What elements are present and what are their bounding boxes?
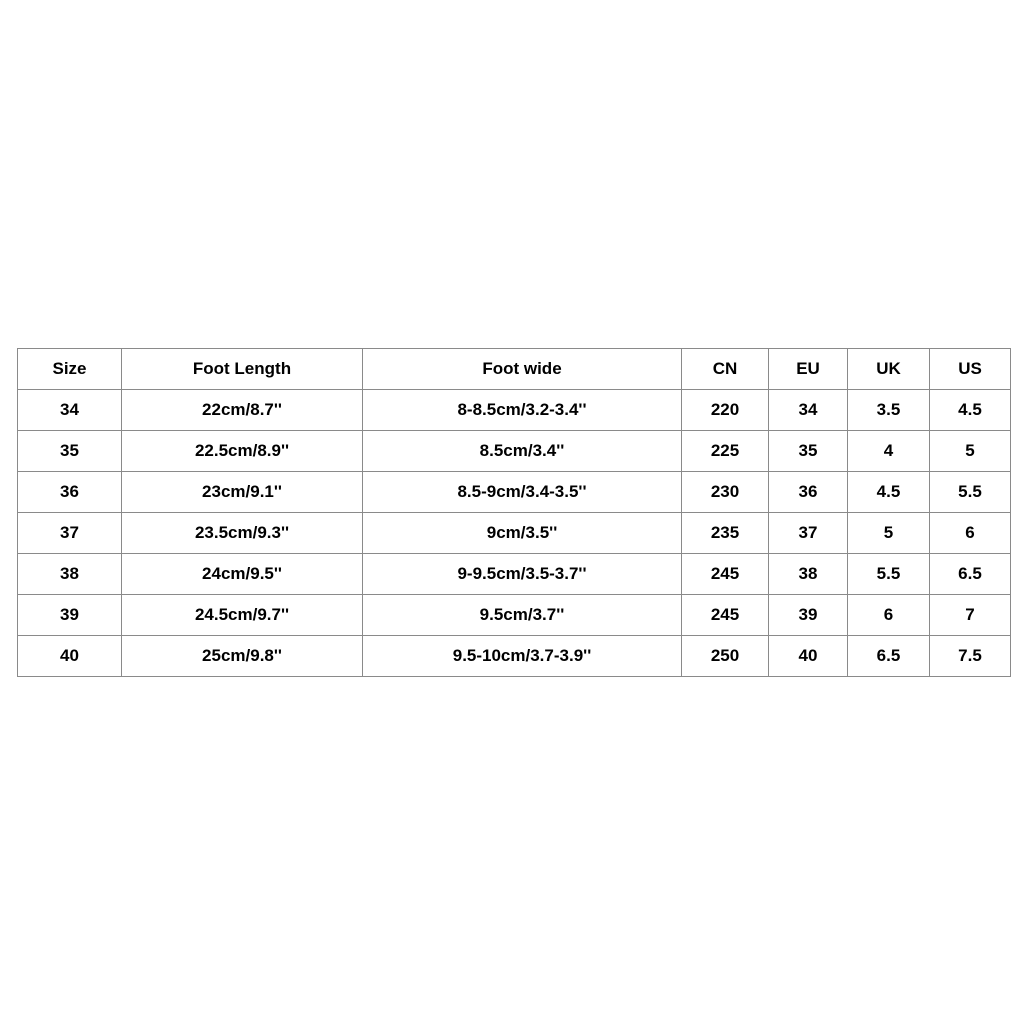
- header-eu: EU: [769, 349, 848, 390]
- cell-us: 6: [930, 513, 1011, 554]
- header-foot-length: Foot Length: [122, 349, 363, 390]
- cell-cn: 245: [682, 554, 769, 595]
- cell-uk: 5.5: [848, 554, 930, 595]
- cell-foot-length: 25cm/9.8'': [122, 636, 363, 677]
- cell-us: 5.5: [930, 472, 1011, 513]
- cell-foot-length: 24cm/9.5'': [122, 554, 363, 595]
- cell-uk: 6: [848, 595, 930, 636]
- cell-foot-wide: 9cm/3.5'': [363, 513, 682, 554]
- header-foot-wide: Foot wide: [363, 349, 682, 390]
- cell-cn: 235: [682, 513, 769, 554]
- cell-size: 39: [18, 595, 122, 636]
- size-chart-body: [18, 390, 1011, 677]
- cell-foot-wide: 9-9.5cm/3.5-3.7'': [363, 554, 682, 595]
- cell-size: 36: [18, 472, 122, 513]
- cell-us: 7.5: [930, 636, 1011, 677]
- cell-foot-wide: 8.5-9cm/3.4-3.5'': [363, 472, 682, 513]
- header-size: Size: [18, 349, 122, 390]
- table-row: [18, 431, 1011, 472]
- table-row: [18, 636, 1011, 677]
- cell-uk: 5: [848, 513, 930, 554]
- cell-foot-length: 23cm/9.1'': [122, 472, 363, 513]
- header-cn: CN: [682, 349, 769, 390]
- cell-eu: 37: [769, 513, 848, 554]
- cell-size: 37: [18, 513, 122, 554]
- cell-foot-length: 22.5cm/8.9'': [122, 431, 363, 472]
- table-row: [18, 390, 1011, 431]
- cell-size: 35: [18, 431, 122, 472]
- cell-foot-wide: 8.5cm/3.4'': [363, 431, 682, 472]
- cell-foot-length: 22cm/8.7'': [122, 390, 363, 431]
- cell-eu: 35: [769, 431, 848, 472]
- header-row: [18, 349, 1011, 390]
- size-chart-header: [18, 349, 1011, 390]
- cell-cn: 250: [682, 636, 769, 677]
- cell-eu: 39: [769, 595, 848, 636]
- cell-cn: 245: [682, 595, 769, 636]
- cell-us: 7: [930, 595, 1011, 636]
- size-chart-table: [17, 348, 1011, 677]
- cell-size: 34: [18, 390, 122, 431]
- cell-cn: 225: [682, 431, 769, 472]
- cell-foot-length: 23.5cm/9.3'': [122, 513, 363, 554]
- cell-foot-wide: 9.5cm/3.7'': [363, 595, 682, 636]
- cell-uk: 3.5: [848, 390, 930, 431]
- header-uk: UK: [848, 349, 930, 390]
- cell-eu: 36: [769, 472, 848, 513]
- cell-us: 5: [930, 431, 1011, 472]
- table-row: [18, 513, 1011, 554]
- cell-foot-wide: 8-8.5cm/3.2-3.4'': [363, 390, 682, 431]
- cell-foot-length: 24.5cm/9.7'': [122, 595, 363, 636]
- cell-uk: 6.5: [848, 636, 930, 677]
- cell-us: 4.5: [930, 390, 1011, 431]
- cell-eu: 40: [769, 636, 848, 677]
- cell-uk: 4.5: [848, 472, 930, 513]
- table-row: [18, 472, 1011, 513]
- table-row: [18, 554, 1011, 595]
- cell-uk: 4: [848, 431, 930, 472]
- cell-us: 6.5: [930, 554, 1011, 595]
- cell-size: 40: [18, 636, 122, 677]
- cell-cn: 220: [682, 390, 769, 431]
- cell-size: 38: [18, 554, 122, 595]
- cell-eu: 38: [769, 554, 848, 595]
- cell-eu: 34: [769, 390, 848, 431]
- cell-cn: 230: [682, 472, 769, 513]
- header-us: US: [930, 349, 1011, 390]
- cell-foot-wide: 9.5-10cm/3.7-3.9'': [363, 636, 682, 677]
- table-row: [18, 595, 1011, 636]
